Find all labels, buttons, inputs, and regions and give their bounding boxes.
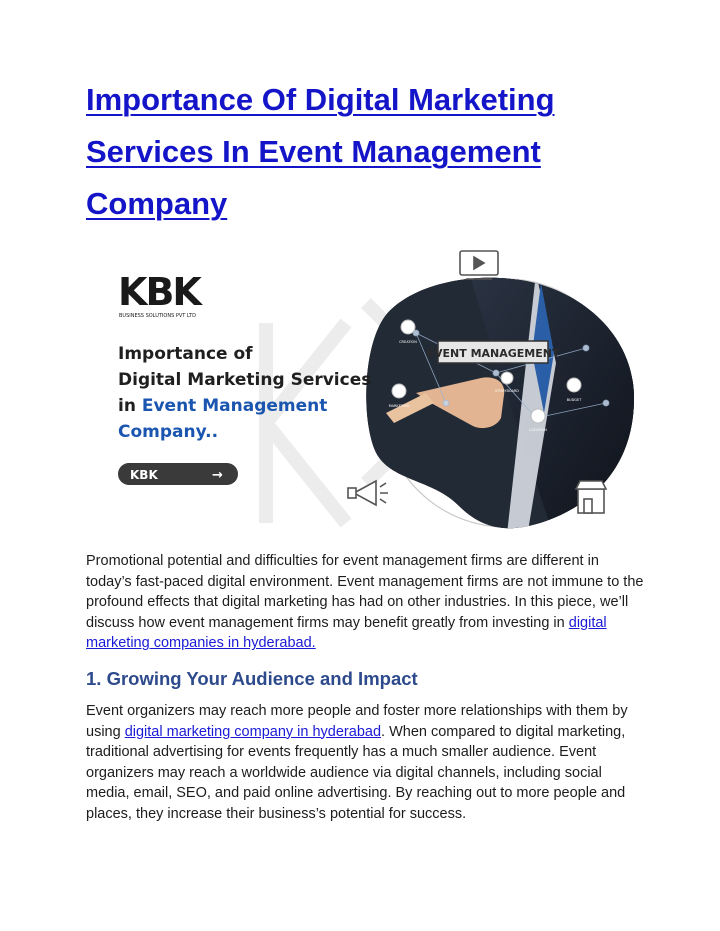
- banner-graphic: [86, 243, 637, 535]
- title-line-1[interactable]: Importance Of Digital Marketing: [86, 82, 555, 117]
- banner-heading-line-4: Company..: [118, 422, 219, 442]
- orbit-label-marketing: MARKETING: [388, 404, 410, 408]
- video-player-icon: [460, 251, 498, 279]
- kbk-logo: [118, 270, 203, 319]
- section-1-paragraph: [86, 701, 646, 825]
- section-1-text-after: . When compared to digital marketing, traditional advertising for events frequently has a much smaller audience. Event organizers may reach a worldwide audience via digital channels, including social media, email, SEO, and paid online advertising. By reaching out to more people and places, they increase their business’s potential for success.: [86, 723, 626, 822]
- event-management-sign-text: EVENT MANAGEMENT: [426, 347, 560, 360]
- banner-cta-label: KBK: [130, 468, 158, 482]
- title-line-3[interactable]: Company: [86, 186, 228, 221]
- page-title[interactable]: [86, 74, 646, 230]
- banner-heading-line-3: [118, 396, 327, 416]
- intro-link[interactable]: digital marketing companies in hyderabad.: [86, 614, 607, 652]
- section-1-text-before: Event organizers may reach more people and foster more relationships with them by using: [86, 703, 628, 740]
- megaphone-icon: [348, 481, 388, 505]
- section-1-link[interactable]: digital marketing company in hyderabad: [124, 723, 382, 740]
- arrow-right-icon: →: [212, 468, 223, 483]
- orbit-label-location: LOCATION: [529, 428, 547, 432]
- kbk-logo-subtitle: BUSINESS SOLUTIONS PVT LTD: [119, 313, 196, 319]
- shop-icon: [576, 481, 606, 513]
- intro-paragraph: [86, 551, 646, 654]
- hero-banner-image: [86, 243, 637, 535]
- banner-heading-line-1: Importance of: [118, 344, 253, 364]
- banner-heading-highlight: Event Management: [141, 396, 328, 416]
- banner-cta-pill: [118, 463, 238, 485]
- intro-text: Promotional potential and difficulties for event management firms are different in today’s fast-paced digital environment. Event management firms are not immune to the profound effects that digital marketing has had on other industries. In this piece, we’ll discuss how event management firms may benefit greatly from investing in: [86, 553, 644, 631]
- banner-heading-line-2: Digital Marketing Services: [118, 370, 372, 390]
- orbit-label-storyboard: STORYBOARD: [494, 389, 520, 393]
- banner-heading-in: in: [118, 396, 142, 416]
- orbit-label-budget: BUDGET: [566, 398, 582, 402]
- section-1-heading: 1. Growing Your Audience and Impact: [86, 668, 418, 689]
- orbit-label-creation: CREATION: [399, 340, 417, 344]
- banner-heading: [118, 344, 371, 442]
- title-line-2[interactable]: Services In Event Management: [86, 134, 541, 169]
- kbk-logo-text: KBK: [118, 270, 200, 314]
